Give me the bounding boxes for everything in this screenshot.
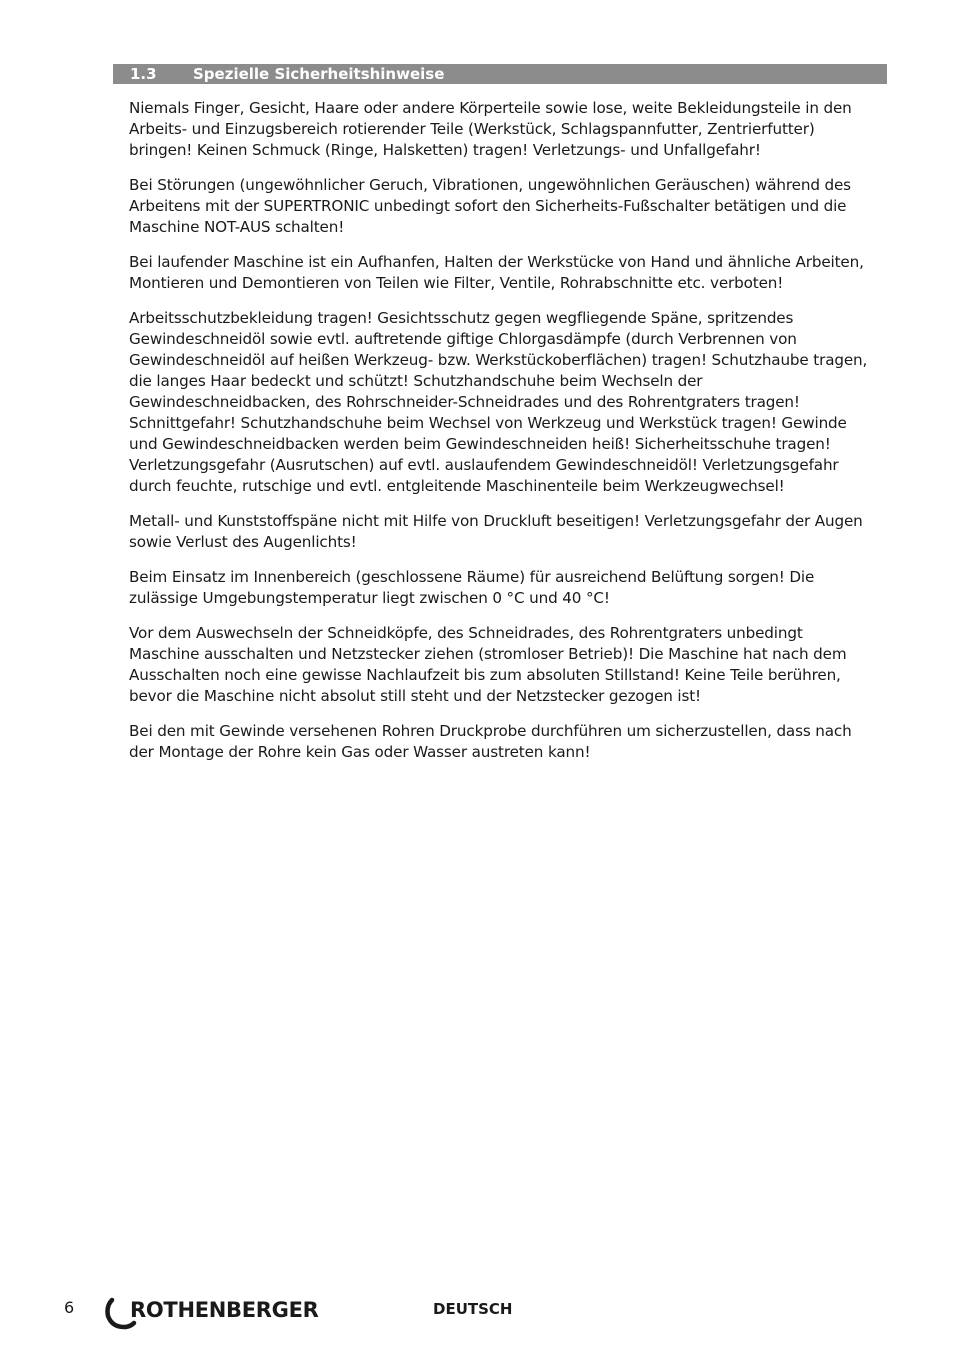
rothenberger-logo [104,1294,354,1330]
section-number: 1.3 [130,65,157,83]
safety-instructions [129,98,877,777]
paragraph: Niemals Finger, Gesicht, Haare oder andere Körperteile sowie lose, weite Bekleidungsteile in den Arbeits- und Einzugsbereich rotierender Teile (Werkstück, Schlagspannfutter, Zentrierfutter) bringen! Keinen Schmuck (Ringe, Halsketten) tragen! Verletzungs- und Unfallgefahr! [129,99,852,159]
paragraph: Metall- und Kunststoffspäne nicht mit Hilfe von Druckluft beseitigen! Verletzungsgefahr der Augen sowie Verlust des Augenlichts! [129,512,863,551]
paragraph: Bei laufender Maschine ist ein Aufhanfen, Halten der Werkstücke von Hand und ähnliche Arbeiten, Montieren und Demontieren von Teilen wie Filter, Ventile, Rohrabschnitte etc. verboten! [129,253,864,292]
paragraph: Bei den mit Gewinde versehenen Rohren Druckprobe durchführen um sicherzustellen, dass nach der Montage der Rohre kein Gas oder Wasser austreten kann! [129,722,852,761]
logo-text: ROTHENBERGER [130,1298,319,1322]
paragraph: Beim Einsatz im Innenbereich (geschlossene Räume) für ausreichend Belüftung sorgen! Die zulässige Umgebungstemperatur liegt zwischen 0 °C und 40 °C! [129,568,815,607]
section-title: Spezielle Sicherheitshinweise [193,65,445,83]
page-number: 6 [64,1298,75,1317]
paragraph: Vor dem Auswechseln der Schneidköpfe, des Schneidrades, des Rohrentgraters unbedingt Maschine ausschalten und Netzstecker ziehen (stromloser Betrieb)! Die Maschine hat nach dem Ausschalten noch eine gewisse Nachlaufzeit bis zum absoluten Stillstand! Keine Teile berühren, bevor die Maschine nicht absolut still steht und der Netzstecker gezogen ist! [129,624,847,705]
paragraph: Bei Störungen (ungewöhnlicher Geruch, Vibrationen, ungewöhnlichen Geräuschen) während des Arbeitens mit der SUPERTRONIC unbedingt sofort den Sicherheits-Fußschalter betätigen und die Maschine NOT-AUS schalten! [129,176,851,236]
section-header [113,64,887,84]
paragraph: Arbeitsschutzbekleidung tragen! Gesichtsschutz gegen wegfliegende Späne, spritzendes Gewindeschneidöl sowie evtl. auftretende giftige Chlorgasdämpfe (durch Verbrennen von Gewindeschneidöl auf heißen Werkzeug- bzw. Werkstückoberflächen) tragen! Schutzhaube tragen, die langes Haar bedeckt und schützt! Schutzhandschuhe beim Wechseln der Gewindeschneidbacken, des Rohrschneider-Schneidrades und des Rohrentgraters tragen! Schnittgefahr! Schutzhandschuhe beim Wechsel von Werkzeug und Werkstück tragen! Gewinde und Gewindeschneidbacken werden beim Gewindeschneiden heiß! Sicherheitsschuhe tragen! Verletzungsgefahr (Ausrutschen) auf evtl. auslaufendem Gewindeschneidöl! Verletzungsgefahr durch feuchte, rutschige und evtl. entgleitende Maschinenteile beim Werkzeugwechsel! [129,309,868,495]
language-label: DEUTSCH [433,1300,513,1318]
page-footer [0,1290,954,1330]
